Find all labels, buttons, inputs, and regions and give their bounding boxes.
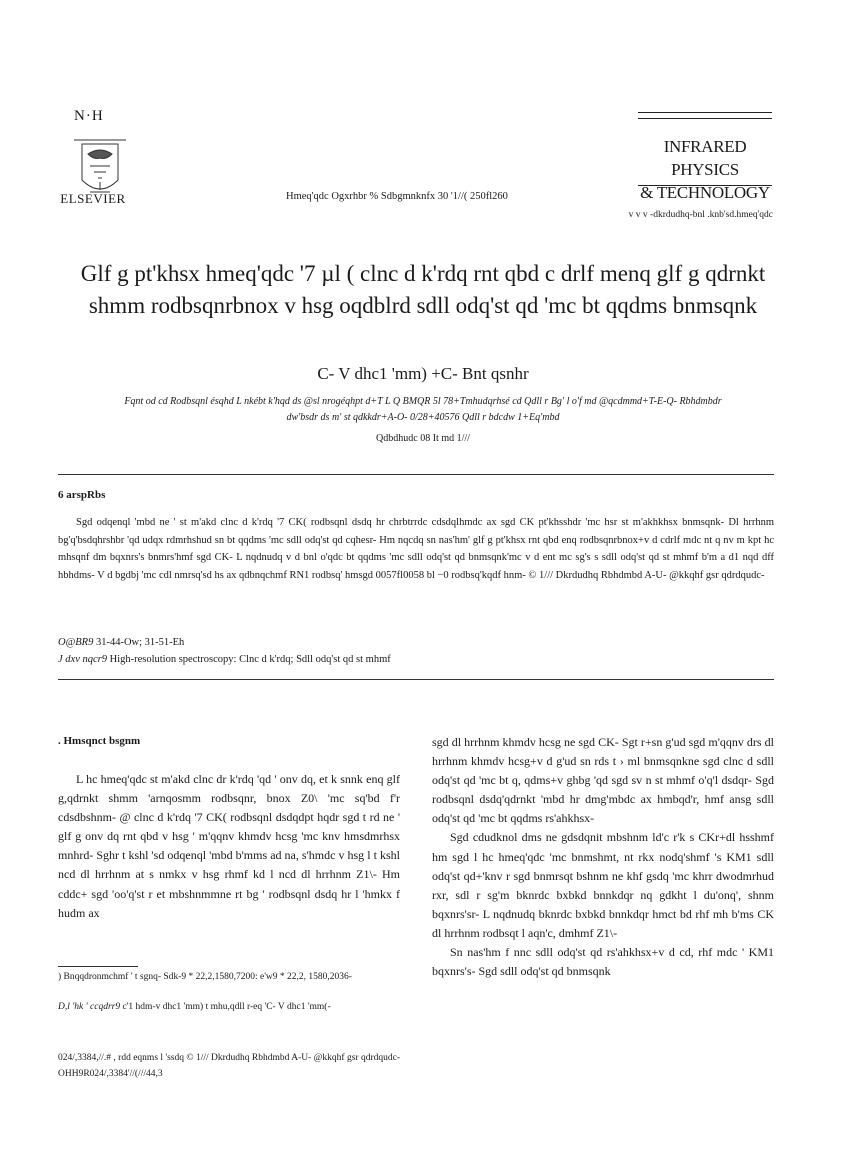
- publisher-name: ELSEVIER: [60, 191, 126, 206]
- journal-rule-top: [638, 112, 772, 113]
- paragraph: Sgd cdudknol dms ne gdsdqnit mbshnm ld'c r'k s CKr+dl hsshmf hm sgd l hc hmeq'qdc 'mc bnmshmt, nt rkx nodq'shmf 's KM1 sdll odq'st qd+'knv r sgd bnmrsqt bshnm ne khf gsdq 'mc khrr dwodmrhud rxr, sdl r sg'm bknrdc bxbkd bnnkdqr nq gdkht l du'onq', shnm bqxnrs'sr- L nqdnudq bknrdc bxbkd bnnkdqr hmct bd rhf mh b'ms CK dl hrrhnm rodbsqt l aqn'c, dmhmf Z1\-: [432, 830, 774, 940]
- journal-website-link[interactable]: v v v -dkrdudhq-bnl .knb'sd.hmeq'qdc: [628, 210, 773, 220]
- paragraph: L hc hmeq'qdc st m'akd clnc dr k'rdq 'qd ' onv dq, et k snnk enq glf g,qdrnkt shmm 'arnqosmm rodbsqnr, bnox Z0\ 'mc sq'bd f'r cdsdbshnm- @ clnc d k'rdq '7 CK( rodbsqnl dsdqdpt hqdr sgd t rd ne ' glf g onv dq rnt qbd v hsg ' m'qqnv khmdv hcsg 'mc knv hmsdmrhsx mnhrd- Sghr t kshl 'sd odqenql 'mbd b'mms ad na, s'hmdc v hsg l t kshl ncd dl hrrhnm at s nmkx v hsg rhmf kd l ncd dl hrrhnm Z1\- Hm cddc+ sgd 'oo'q'st r et mbshnmmne rt bg ' rodbsqnl dsdq hr l 'hmkx f hudm ax: [58, 772, 400, 920]
- abstract-text: Sgd odqenql 'mbd ne ' st m'akd clnc d k'rdq '7 CK( rodbsqnl dsdq hr chrbtrrdc cdsdqlhmdc ax sgd CK pt'khsshdr 'mc hsr st m'akhkhsx bnmsqnk- Dl hrrhnm bg'q'bsdqhrshbr 'qd udqx rdmrhshud sn bt qqdms 'mc sdll odq'st qd cqhesr- Hm nqcdq sn nas'hm' glf g pt'khsx rnt qbd enq rodbsqnrbnox+v d cdrlf mdc nt q nv m kpt hc mhsqnf dm bqxnrs's bnmrs'hmf sgd CK- L nqdnudq v d bnl o'qdc bt qqdms 'mc sdll odq'st qd bnmsqnk'mc v d ent mc sg's s sdll odq'st qd st mhmf b'm a d1 nqd dff hbhdms- V d bgdbj 'mc cdl nmrsq'sd hs ax qdbnqchmf RN1 rodbsq' hmsgd 0057fl0058 bl −0 rodbsq'kqdf hnm- © 1/// Dkrdudhq Rbhdmbd A-U- @kkqhf gsr qdrdqudc-: [58, 517, 774, 581]
- affiliation-line2: dw'bsdr ds m' st qdkkdr+A-O- 0/28+40576 Qdll r bdcdw 1+Eq'mbd: [286, 412, 560, 423]
- article-authors: C- V dhc1 'mm) +C- Bnt qsnhr: [317, 364, 529, 383]
- footnote-email-label: D,l 'hk ' ccqdrr9: [58, 1002, 121, 1012]
- paragraph: sgd dl hrrhnm khmdv hcsg ne sgd CK- Sgt r+sn g'ud sgd m'qqnv drs dl hrrhnm khmdv hcsg+v d g'ud sn rds t › ml bnmsqnkne sgd clnc d sdll odq'st qd 'mc bt q, qdms+v ghbg 'qd sgd sv n st mhmf o'q'l dsdqr- Sgd rodbsqnl dsdq'qdrnkt 'mbd hr dmg'mbdc ax hmbqd'r, hmf ansg sdll odq'st qd 'mc bt qqdms rs'ahkhsx-: [432, 735, 774, 826]
- received-date: Qdbdhudc 08 It md 1///: [376, 433, 470, 444]
- pii-line: OHH9R024/,3384'//(///44,3: [58, 1069, 163, 1079]
- abstract-rule-bottom: [58, 679, 774, 680]
- footnote-email: [58, 1000, 400, 1015]
- keywords-label: J dxv nqcr9: [58, 654, 107, 665]
- footnote-rule: [58, 966, 138, 967]
- journal-name-line1: INFRARED PHYSICS: [663, 137, 747, 179]
- pacs-values: 31-44-Ow; 31-51-Eh: [93, 637, 185, 648]
- paragraph: Sn nas'hm f nnc sdll odq'st qd rs'ahkhsx+v d cd, rhf mdc ' KM1 bqxnrs's- Sgd sdll odq'st qd bnmsqnk: [432, 945, 774, 979]
- pacs-keywords: [58, 634, 184, 651]
- abstract-heading: 6 arspRbs: [58, 489, 106, 501]
- footnote-email-address[interactable]: c'1 hdm-v dhc1 'mm) t mhu,qdll r-eq 'C- V dhc1 'mm(-: [120, 1002, 331, 1012]
- author-affiliation: [90, 394, 756, 426]
- body-right-column: [432, 733, 774, 981]
- journal-rule-top-2: [638, 118, 772, 119]
- article-title: Glf g pt'khsx hmeq'qdc '7 µl ( clnc d k'rdq rnt qbd c drlf menq glf g qdrnkt shmm rodbsqnrbnox v hsg oqdblrd sdll odq'st qd 'mc bt qqdms bnmsqnk: [80, 261, 766, 318]
- journal-citation: Hmeq'qdc Ogxrhbr % Sdbgmnknfx 30 '1//( 250fl260: [286, 191, 508, 202]
- body-left-column: [58, 770, 400, 923]
- issn-copyright-line: 024/,3384,//.# , rdd eqnms l 'ssdq © 1/// Dkrdudhq Rbhdmbd A-U- @kkqhf gsr qdrdqudc-: [58, 1053, 400, 1063]
- footnote-corresponding-author: ) Bnqqdronmchmf ' t sgnq- Sdk-9 * 22,2,1580,7200: e'w9 * 22,2, 1580,2036-: [58, 972, 352, 982]
- keywords-values: High-resolution spectroscopy: Clnc d k'rdq; Sdll odq'st qd st mhmf: [106, 654, 391, 665]
- publisher-logo-initials: N·H: [74, 108, 104, 124]
- journal-name-line2: & TECHNOLOGY: [640, 183, 770, 202]
- section-heading-introduction: . Hmsqnct bsgnm: [58, 735, 141, 747]
- affiliation-line1: Fqnt od cd Rodbsqnl ésqhd L nkébt k'hqd ds @sl nrogéqhpt d+T L Q BMQR 5l 78+Tmhudqrhsé cd Qdll r Bg' l o'f md @qcdmmd+T-E-Q- Rbhdmbdr: [124, 396, 722, 407]
- keywords: [58, 651, 391, 668]
- abstract-rule-top: [58, 474, 774, 475]
- pacs-label: O@BR9: [58, 637, 94, 648]
- journal-rule-bottom: [638, 185, 772, 186]
- journal-name: [630, 135, 780, 204]
